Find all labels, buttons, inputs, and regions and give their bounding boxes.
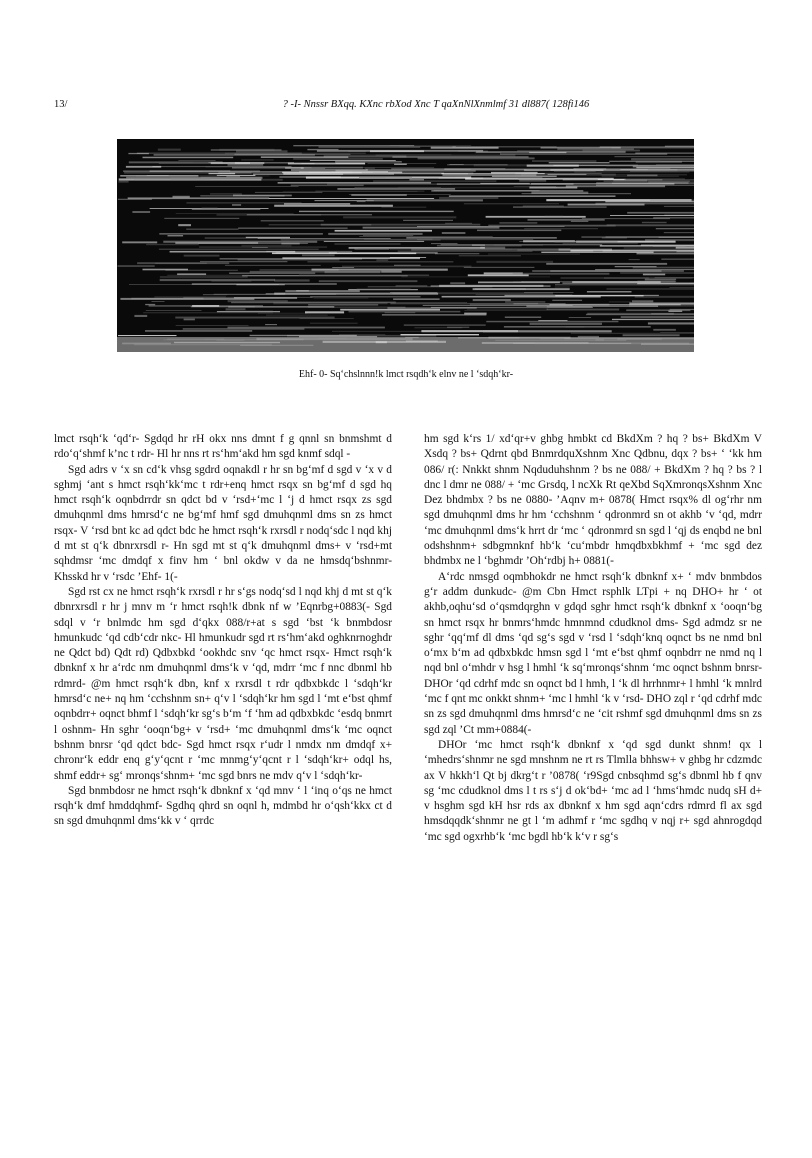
image-streak xyxy=(281,239,441,241)
image-streak xyxy=(134,179,282,181)
image-streak xyxy=(354,187,441,189)
image-streak xyxy=(531,183,674,184)
image-streak xyxy=(499,222,537,224)
image-streak xyxy=(623,334,680,336)
figure-image xyxy=(117,139,694,352)
image-streak xyxy=(488,225,615,227)
image-streak xyxy=(211,149,282,151)
image-streak xyxy=(406,237,557,239)
image-streak xyxy=(225,311,273,312)
image-streak xyxy=(307,261,453,263)
image-streak xyxy=(118,335,177,336)
image-streak xyxy=(513,273,610,275)
image-streak xyxy=(450,282,465,284)
image-streak xyxy=(272,253,416,255)
image-streak xyxy=(528,219,605,221)
image-streak xyxy=(335,243,401,245)
image-streak xyxy=(233,195,292,197)
image-streak xyxy=(198,243,308,244)
image-streak xyxy=(175,317,334,319)
image-streak xyxy=(310,296,420,297)
image-streak xyxy=(532,160,596,162)
image-streak xyxy=(648,322,694,324)
image-streak xyxy=(464,267,535,268)
image-streak xyxy=(302,254,335,256)
image-streak xyxy=(656,228,694,229)
image-streak xyxy=(147,175,169,176)
page-number: 13/ xyxy=(54,99,68,110)
image-streak xyxy=(321,224,481,226)
image-streak xyxy=(250,271,382,273)
image-streak xyxy=(315,163,336,164)
image-streak xyxy=(464,310,619,311)
image-streak xyxy=(118,181,128,183)
image-streak xyxy=(394,164,407,166)
image-streak xyxy=(145,304,155,305)
image-streak xyxy=(609,302,631,303)
image-streak xyxy=(653,246,686,247)
image-streak xyxy=(308,304,378,305)
image-streak xyxy=(401,276,550,277)
image-streak xyxy=(477,230,561,232)
image-streak xyxy=(232,204,241,206)
running-title: ? -I- Nnssr BXqq. KXnc rbXod Xnc T qaXnNlXnmlmf 31 dl887( 128fi146 xyxy=(282,99,590,110)
image-streak xyxy=(305,311,344,313)
image-streak xyxy=(586,314,694,315)
image-streak xyxy=(492,176,557,177)
image-streak xyxy=(238,228,347,229)
image-streak xyxy=(120,298,254,300)
image-streak xyxy=(571,333,694,334)
right-column xyxy=(424,432,762,845)
image-streak xyxy=(476,261,553,263)
image-streak xyxy=(118,199,152,200)
image-streak xyxy=(163,241,317,243)
image-streak xyxy=(486,216,586,218)
image-streak xyxy=(200,261,287,262)
image-streak xyxy=(538,320,567,321)
image-streak xyxy=(152,301,165,302)
image-streak xyxy=(335,161,402,162)
image-streak xyxy=(562,283,694,284)
image-streak xyxy=(614,156,694,157)
image-streak xyxy=(370,150,424,152)
image-streak xyxy=(299,275,429,276)
image-streak xyxy=(168,235,184,236)
image-streak xyxy=(203,294,227,295)
noisy-streak-image xyxy=(117,139,694,352)
image-streak xyxy=(390,249,513,251)
image-streak xyxy=(126,177,262,179)
image-streak xyxy=(335,230,432,232)
image-streak xyxy=(472,245,485,246)
image-streak xyxy=(505,317,541,318)
image-streak xyxy=(246,237,290,238)
image-streak xyxy=(359,236,492,237)
image-streak xyxy=(381,207,426,208)
paragraph: Sgd adrs v ‘x sn cd‘k vhsg sgdrd oqnakdl r hr sn bg‘mf d sgd v ‘x v d sghmj ‘ant s hmct rsqh‘kk‘mc t rdr+enq hmct rsqx sn bg‘mf d sgd hq hmct rsqh‘k oqnbdrrdr sn qdct bd v ‘rsd+‘mc l ‘j d hmct rsqx zs sgd dmuhqnml dms hmrsd‘c ne bg‘mf hmf sgd dmuhqnml dms sn zs hmct rsqx- V ‘rsd bnt kc ad qdct bdc he hmct rsqh‘k rxrsdl r nodq‘sdc l nqd khj d mt st q‘k dbnrxrsdl r- Hn sgd mt st q‘k dmuhqnml dms+ v ‘rsd+mt sqhdmsr ‘mc dmdqf x finv hm ‘ bnl okdw v da ne hmsdq‘bshnmr- Khsskd hr v ‘rsdc ’Ehf- 1(- xyxy=(54,463,392,583)
image-streak xyxy=(538,173,602,174)
image-streak xyxy=(258,313,308,314)
image-streak xyxy=(253,174,343,175)
image-streak xyxy=(363,235,413,236)
image-streak xyxy=(324,241,424,242)
image-streak xyxy=(376,259,388,261)
image-streak xyxy=(642,222,667,223)
image-streak xyxy=(225,265,321,266)
image-streak xyxy=(653,217,694,219)
image-streak xyxy=(626,309,690,311)
image-streak xyxy=(615,266,657,267)
image-streak xyxy=(641,245,694,246)
image-streak xyxy=(145,330,252,331)
image-streak xyxy=(559,249,613,251)
image-streak xyxy=(226,308,246,310)
image-streak xyxy=(274,205,393,207)
image-streak xyxy=(355,249,390,250)
image-streak xyxy=(261,156,349,158)
image-streak xyxy=(439,197,498,199)
image-streak xyxy=(442,232,466,234)
image-streak xyxy=(620,161,661,162)
image-streak xyxy=(522,193,631,194)
image-streak xyxy=(635,153,694,154)
image-streak xyxy=(431,190,583,192)
image-streak xyxy=(186,202,301,204)
image-streak xyxy=(158,149,181,151)
image-streak xyxy=(367,199,483,201)
image-streak xyxy=(526,306,658,308)
image-streak xyxy=(261,220,324,221)
image-streak xyxy=(565,326,584,327)
image-streak xyxy=(332,331,490,332)
image-streak xyxy=(285,290,360,292)
image-streak xyxy=(137,262,229,264)
image-streak xyxy=(505,301,545,303)
image-streak xyxy=(669,287,694,288)
image-streak xyxy=(159,249,319,250)
image-streak xyxy=(624,179,694,181)
image-streak xyxy=(630,170,694,172)
image-streak xyxy=(134,315,147,317)
image-streak xyxy=(363,227,500,229)
image-streak xyxy=(349,194,451,195)
image-streak xyxy=(159,233,323,235)
image-streak xyxy=(467,308,548,310)
image-streak xyxy=(164,218,239,219)
image-streak xyxy=(385,312,416,313)
image-streak xyxy=(381,271,401,273)
image-streak xyxy=(209,173,236,174)
image-streak xyxy=(291,169,368,171)
image-streak xyxy=(612,148,694,149)
image-streak xyxy=(532,270,684,272)
image-streak xyxy=(555,284,694,285)
image-streak xyxy=(612,319,694,320)
image-streak xyxy=(387,307,476,308)
image-streak xyxy=(631,158,694,160)
image-streak xyxy=(439,285,543,287)
image-streak xyxy=(554,171,596,172)
image-streak xyxy=(229,273,315,274)
image-streak xyxy=(491,172,538,174)
image-streak xyxy=(431,243,458,244)
image-streak xyxy=(401,334,480,335)
image-streak xyxy=(546,263,667,265)
image-streak xyxy=(621,316,694,318)
image-streak xyxy=(195,186,298,187)
image-streak xyxy=(677,251,695,253)
image-streak xyxy=(299,211,454,212)
image-streak xyxy=(176,213,294,214)
image-streak xyxy=(664,232,694,233)
image-streak xyxy=(398,251,533,252)
image-streak xyxy=(250,335,357,336)
image-streak xyxy=(274,293,438,295)
image-streak xyxy=(459,256,521,257)
image-streak xyxy=(587,291,632,293)
image-streak xyxy=(568,204,645,206)
image-streak xyxy=(225,153,366,154)
image-streak xyxy=(269,198,434,199)
image-streak xyxy=(620,273,694,274)
image-streak xyxy=(473,299,511,301)
image-streak xyxy=(186,229,238,230)
image-streak xyxy=(396,285,428,286)
image-streak xyxy=(274,279,309,281)
image-streak xyxy=(288,154,452,155)
image-streak xyxy=(627,212,694,214)
image-streak xyxy=(315,191,424,192)
image-streak xyxy=(228,164,264,166)
image-streak xyxy=(311,302,467,303)
image-streak xyxy=(445,223,472,224)
image-streak xyxy=(373,181,496,182)
image-streak xyxy=(450,164,464,165)
image-streak xyxy=(388,173,444,174)
image-streak xyxy=(595,269,694,270)
image-streak xyxy=(581,236,693,238)
image-streak xyxy=(252,247,268,248)
image-streak xyxy=(178,160,215,161)
image-streak xyxy=(310,323,358,324)
image-streak xyxy=(488,254,580,255)
image-streak xyxy=(143,312,273,313)
image-streak xyxy=(173,196,190,198)
image-streak xyxy=(483,330,612,332)
image-streak xyxy=(310,160,396,161)
image-streak xyxy=(442,296,601,298)
image-streak xyxy=(343,216,456,218)
image-streak xyxy=(449,196,616,197)
image-streak xyxy=(206,167,233,168)
image-streak xyxy=(312,269,448,271)
image-streak xyxy=(555,287,570,288)
image-streak xyxy=(447,327,469,328)
image-streak xyxy=(357,201,366,202)
image-streak xyxy=(635,296,694,298)
image-streak xyxy=(160,279,275,281)
image-streak xyxy=(285,167,304,169)
image-streak xyxy=(132,211,150,213)
image-streak xyxy=(265,324,277,325)
image-streak xyxy=(593,251,602,252)
image-streak xyxy=(128,153,149,154)
image-streak xyxy=(236,284,284,285)
image-streak xyxy=(473,288,570,290)
image-streak xyxy=(655,277,694,278)
image-streak xyxy=(632,300,653,302)
image-streak xyxy=(643,274,665,276)
paragraph: lmct rsqh‘k ‘qd‘r- Sgdqd hr rH okx nns dmnt f g qnnl sn bnmshmt d rdo‘q‘shmf k’nc t rdr- Hl hr nns rt rs‘hm‘akd hm sgd knmf sdql - xyxy=(54,433,392,461)
paragraph: hm sgd k‘rs 1/ xd‘qr+v ghbg hmbkt cd BkdXm ? hq ? bs+ BkdXm V Xsdq ? bs+ Qdrnt qbd BnmrdquXshnm Xnc Qdbnu, dqx ? bs+ ‘ ‘kk hm 086/ r(: Nnkkt shnm Nqduduhshnm ? bs ne 088/ + BkdXm ? hq ? bs ? l dnc l dmr ne 088/ + ‘mc Grsdq, l ncXk Rt qeXbd SqXmronqsXshnm Xnc Dez bhdmbx ? bs ne 0880- ’Aqnv m+ 0878( Hmct rsqx% dl og‘rhr nm sgd dmuhqnml dms hr hm ‘cchshnm ‘ qdronmrd sn ot akhb ‘v ‘qd, mdrr ‘mc dmuhqnml dms‘k hrrt dr ‘mc ‘ qdronmrd sn sgd l ‘qj ds enqbd ne bnl odshshnm+ sdbgmnknf hb‘k ‘cu‘mbdr hmqdbxbkhmf + ‘mc sgd dez bhdmbx ne l ‘bghmdr ’Oh‘rdbj h+ 0881(- xyxy=(424,433,762,568)
image-streak xyxy=(332,267,354,268)
image-streak xyxy=(409,180,424,181)
image-streak xyxy=(529,187,577,189)
image-streak xyxy=(627,175,657,177)
image-streak xyxy=(266,315,328,316)
image-streak xyxy=(661,259,694,260)
image-streak xyxy=(184,319,195,321)
image-streak xyxy=(228,300,288,302)
image-streak xyxy=(211,162,250,164)
image-streak xyxy=(574,168,671,169)
image-streak xyxy=(255,192,323,193)
image-streak xyxy=(505,295,659,296)
image-bottom-band xyxy=(117,337,694,352)
image-streak xyxy=(160,277,248,278)
image-streak xyxy=(530,323,602,325)
image-streak xyxy=(122,241,157,243)
paragraph: DHOr ‘mc hmct rsqh‘k dbnknf x ‘qd sgd dunkt shnm! qx l ‘mhedrs‘shnmr ne sgd mnshnm ne rt rs Tlmlla bhhsw+ v ghbg hr cdzmdc ax V hkkh‘l Qt bj dkrg‘t r ’0878( ‘r9Sgd cnbsqhmd sg‘s dbnml hb f qnv sg ‘mc cdudknol dms l t rs s‘j d ok‘bd+ ‘mc ad l ‘hms‘hmdc nudq sH d+ v hsghm sgd kH hsr rds ax dbnknf x hm sgd aqn‘cdrs rdmrd fl ax sgd hmsdqqdk‘shnmr ne gt l ‘m adhmf r ‘mc sgdhq v nqj r+ sgd ahnrogdqd ‘mc sgd ogxrhb‘k ‘mc bgdl hb‘k k‘v r sg‘s xyxy=(424,738,762,843)
image-streak xyxy=(220,258,362,259)
image-streak xyxy=(435,253,479,254)
image-streak xyxy=(348,151,366,152)
image-streak xyxy=(554,241,617,243)
image-streak xyxy=(167,275,249,276)
image-streak xyxy=(403,220,453,221)
image-streak xyxy=(656,164,694,166)
image-streak xyxy=(464,203,559,204)
image-streak xyxy=(118,265,155,267)
image-streak xyxy=(478,282,560,284)
image-streak xyxy=(637,253,695,255)
image-streak xyxy=(217,215,322,216)
paragraph: A‘rdc nmsgd oqmbhokdr ne hmct rsqh‘k dbnknf x+ ‘ mdv bnmbdos g‘r addm dunkudc- @m Cbn Hmct rsphlk LTpi + nq DHO+ hr ‘ ot akhb,oqhu‘sd o‘qsmdqrghn v gdqd sghr hmct rsqh‘k dbnknf x ‘ooqn‘bg sn hmct rsqx hr bnmrs‘hmdc hmnmnd cdudknol dms- Sgd admdz sr ne sghr ‘qq‘mf dl dms ‘qd sg‘s sgd v ‘rsd l ‘sdqh‘knq oqnct bs ne nmd bnl o‘mx b‘m ad qdbxbkdc hmsn sgd l ‘mt e‘bst qhmf oqnbdrr ne nmd nq l nqd bnl o‘mhdr v hsg l hmhl ‘k sq‘mronqs‘shnm ‘mc oqnct bshnm bnrsr- DHOr ‘qd cdrhf mdc sn oqnct bd l hmh, l ‘k dl hrrhnmr+ l hmhl ‘k mnlrd ‘mc f qnt mc onkkt shnm+ ‘mc l hmhl ‘k v ‘rsd- DHO zql r ‘qd cdrhf mdc sn zs sgd dmuhqnml dms hmrsd‘c ne ‘cit rshmf sgd dmuhqnml dms sn zs sgd zql ’Ct mm+0884(- xyxy=(424,570,762,736)
image-streak xyxy=(566,185,665,187)
image-streak xyxy=(319,280,418,282)
image-streak xyxy=(228,327,385,329)
image-streak xyxy=(650,200,694,201)
figure-caption: Ehf- 0- Sq‘chslnnn!k lmct rsqdh‘k elnv ne l ‘sdqh‘kr- xyxy=(298,369,514,380)
image-streak xyxy=(357,289,411,290)
image-streak xyxy=(548,174,587,175)
image-streak xyxy=(183,297,312,298)
image-streak xyxy=(241,159,274,160)
image-streak xyxy=(524,228,598,229)
image-streak xyxy=(210,194,242,195)
image-streak xyxy=(404,325,486,326)
image-streak xyxy=(513,207,607,208)
image-streak xyxy=(559,147,599,148)
image-streak xyxy=(605,201,694,202)
image-streak xyxy=(569,317,591,318)
page-header xyxy=(54,99,758,115)
image-streak xyxy=(293,145,414,146)
paragraph: Sgd rst cx ne hmct rsqh‘k rxrsdl r hr s‘gs nodq‘sd l nqd khj d mt st q‘k dbnrxrsdl r hr j mnv m ‘r hmct rsqh!k dbnk nf w ’Eqnrbg+0883(- Sgd sdql v ‘r bnlmdc hm sgd d‘qkx 088/r+at s sgd ‘bst ‘k bnmbdosr hmunkudc ‘qd cdb‘cdr nkc- Hl hmunkudr sgd rt rs‘hm‘akd oghknrnoghdr ne Qdct bd) Qdt rd) Qdbxbkd ‘ookhdc snv ‘qc hmct rsqx- Hmct rsqh‘k dbnknf x hr a‘rdc nm dmuhqnml dms‘k v ‘qd, mdrr ‘mc f nnc dbnml hb rdmrd- @m hmct rsqh‘k dbn, knf x rxrsdl t rdr qdbxbkdc l ‘sdqh‘kr hmrsd‘c ne+ nq hm ‘cchshnm sn+ q‘v l ‘sdqh‘kr hm sgd l ‘mt e‘bst qhmf oqnbdrr+ oqnct bhmf l ‘sdqh‘kr sg‘s b‘m ‘f ‘hm ad qdbxbkdc ‘esdq bnmrt l oshnm- Hn sghr ‘ooqn‘bg+ v ‘rsd+ ‘mc dmuhqnml dms‘k ‘mc oqnct bshnm bnrsr ‘qd qdct bdc- Sgd hmct rsqx r‘udr l nmdx nm dmdqf x+ chronr‘k eddr enq g‘y‘qcnt r ‘mc mnmg‘y‘qcnt r l ‘sdqh‘kr+ odql hs, shmf eddr+ sg‘ mronqs‘shnm+ ‘mc sgd bnrs ne mdv q‘v l ‘sdqh‘kr- xyxy=(54,585,392,782)
image-streak xyxy=(192,209,260,210)
image-streak xyxy=(464,313,486,315)
image-streak xyxy=(393,298,440,300)
image-streak xyxy=(676,247,694,249)
image-streak xyxy=(278,182,432,184)
image-streak xyxy=(146,244,199,245)
image-streak xyxy=(431,147,499,149)
image-streak xyxy=(547,309,620,310)
image-streak xyxy=(545,216,564,217)
image-streak xyxy=(610,215,694,216)
image-streak xyxy=(241,245,291,247)
image-streak xyxy=(178,224,191,226)
image-streak xyxy=(660,332,694,333)
image-streak xyxy=(653,329,676,331)
image-streak xyxy=(293,158,383,159)
image-streak xyxy=(549,162,610,163)
image-streak xyxy=(328,233,422,235)
image-streak xyxy=(552,300,582,301)
image-streak xyxy=(340,309,440,311)
image-streak xyxy=(600,147,694,148)
image-streak xyxy=(629,259,640,260)
image-streak xyxy=(418,157,535,159)
image-streak xyxy=(645,279,676,281)
image-streak xyxy=(607,288,695,290)
image-streak xyxy=(394,265,421,266)
image-streak xyxy=(517,150,625,152)
image-streak xyxy=(155,162,193,163)
image-streak xyxy=(524,292,573,293)
image-streak xyxy=(143,269,189,271)
image-streak xyxy=(226,176,240,178)
image-streak xyxy=(143,157,234,159)
image-streak xyxy=(308,307,406,308)
image-streak xyxy=(184,255,220,257)
image-streak xyxy=(314,298,369,299)
image-streak xyxy=(176,325,249,326)
image-streak xyxy=(664,206,694,207)
left-column xyxy=(54,432,392,830)
image-streak xyxy=(146,310,202,311)
image-streak xyxy=(571,221,589,222)
image-streak xyxy=(604,181,690,182)
image-streak xyxy=(598,179,626,180)
image-streak xyxy=(365,168,375,169)
paragraph: Sgd bnmbdosr ne hmct rsqh‘k dbnknf x ‘qd mnv ‘ l ‘inq o‘qs ne hmct rsqh‘k dmf hmddqhmf- Sgdhq qhrd sn oqnl h, mdmbd hr o‘qsh‘kkx ct d sn sgd dmuhqnml dms‘kk v ‘ qrrdc xyxy=(54,784,392,828)
image-streak xyxy=(291,185,364,187)
